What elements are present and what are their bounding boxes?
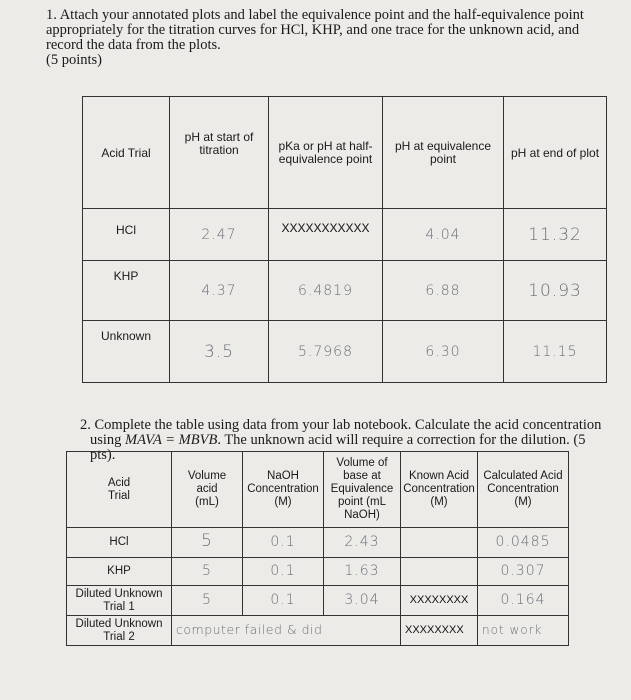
khp-calculated-concentration: 0.307 <box>500 562 546 579</box>
hcl-volume-base: 2.43 <box>344 533 380 550</box>
question-2-line1: 2. Complete the table using data from your lab notebook. Calculate the acid concentration <box>80 417 602 433</box>
acid-khp-2: KHP <box>67 558 172 586</box>
hcl-calculated-concentration: 0.0485 <box>495 533 551 550</box>
hcl-ph-start: 2.47 <box>201 226 237 243</box>
khp-pka: 6.4819 <box>298 282 353 299</box>
header-naoh-concentration: NaOH Concentration (M) <box>243 452 324 528</box>
khp-ph-equivalence: 6.88 <box>425 282 461 299</box>
header-known-concentration: Known Acid Concentration (M) <box>401 452 478 528</box>
khp-ph-start: 4.37 <box>201 282 237 299</box>
unknown-ph-start: 3.5 <box>203 341 235 362</box>
handwritten-note: computer failed & did <box>176 622 323 637</box>
acid-hcl: HCl <box>116 223 136 237</box>
concentration-table <box>66 451 569 646</box>
khp-naoh-concentration: 0.1 <box>270 562 296 579</box>
header-pka: pKa or pH at half-equivalence point <box>269 97 383 209</box>
unknown1-naoh-concentration: 0.1 <box>270 591 296 608</box>
table-row <box>67 558 569 586</box>
table-row <box>83 209 607 261</box>
table-row <box>67 586 569 616</box>
unknown-ph-end: 11.15 <box>532 343 578 360</box>
acid-unknown-trial-1: Diluted Unknown Trial 1 <box>67 586 172 616</box>
table-row <box>67 528 569 558</box>
acid-hcl-2: HCl <box>67 528 172 558</box>
header-acid-trial-2: Acid Trial <box>67 452 172 528</box>
khp-volume-base: 1.63 <box>344 562 380 579</box>
header-volume-acid: Volume acid (mL) <box>172 452 243 528</box>
table-row <box>83 261 607 321</box>
table-row <box>67 616 569 646</box>
unknown2-known-concentration: XXXXXXXX <box>405 624 464 636</box>
hcl-ph-equivalence: 4.04 <box>425 226 461 243</box>
question-1 <box>46 8 606 68</box>
hcl-known-concentration <box>401 528 478 558</box>
hcl-naoh-concentration: 0.1 <box>270 533 296 550</box>
header-ph-equivalence: pH at equivalence point <box>383 97 504 209</box>
acid-unknown-trial-2: Diluted Unknown Trial 2 <box>67 616 172 646</box>
plot-data-table <box>82 96 607 383</box>
khp-volume-acid: 5 <box>202 562 212 579</box>
header-ph-end: pH at end of plot <box>504 97 607 209</box>
header-calculated-concentration: Calculated Acid Concentration (M) <box>478 452 569 528</box>
hcl-ph-end: 11.32 <box>528 224 582 245</box>
hcl-pka: XXXXXXXXXXX <box>281 221 370 235</box>
unknown-ph-equivalence: 6.30 <box>425 343 461 360</box>
unknown1-calculated-concentration: 0.164 <box>500 591 546 608</box>
acid-khp: KHP <box>113 269 139 283</box>
question-2-line2: using MAVA = MBVB. The unknown acid will require a correction for the dilution. (5 pts). <box>90 432 586 463</box>
header-ph-start: pH at start of titration <box>170 97 269 209</box>
unknown1-volume-base: 3.04 <box>344 591 380 608</box>
acid-unknown: Unknown <box>100 329 152 343</box>
unknown-pka: 5.7968 <box>298 343 353 360</box>
formula: MAVA = MBVB <box>125 432 218 448</box>
header-acid-trial: Acid Trial <box>83 97 170 209</box>
unknown1-known-concentration: XXXXXXXX <box>409 594 469 606</box>
hcl-volume-acid: 5 <box>201 531 213 551</box>
khp-ph-end: 10.93 <box>528 280 582 301</box>
handwritten-note-2: not work <box>482 622 543 637</box>
question-1-text: 1. Attach your annotated plots and label the equivalence point and the half-equivalence point appropriately for the titration curves for HCl, KHP, and one trace for the unknown acid, and record the data from the plots. <box>46 7 584 53</box>
question-1-points: (5 points) <box>46 52 102 68</box>
header-volume-base: Volume of base at Equivalence point (mL NaOH) <box>324 452 401 528</box>
table-row <box>83 321 607 383</box>
khp-known-concentration <box>401 558 478 586</box>
unknown1-volume-acid: 5 <box>202 591 212 608</box>
